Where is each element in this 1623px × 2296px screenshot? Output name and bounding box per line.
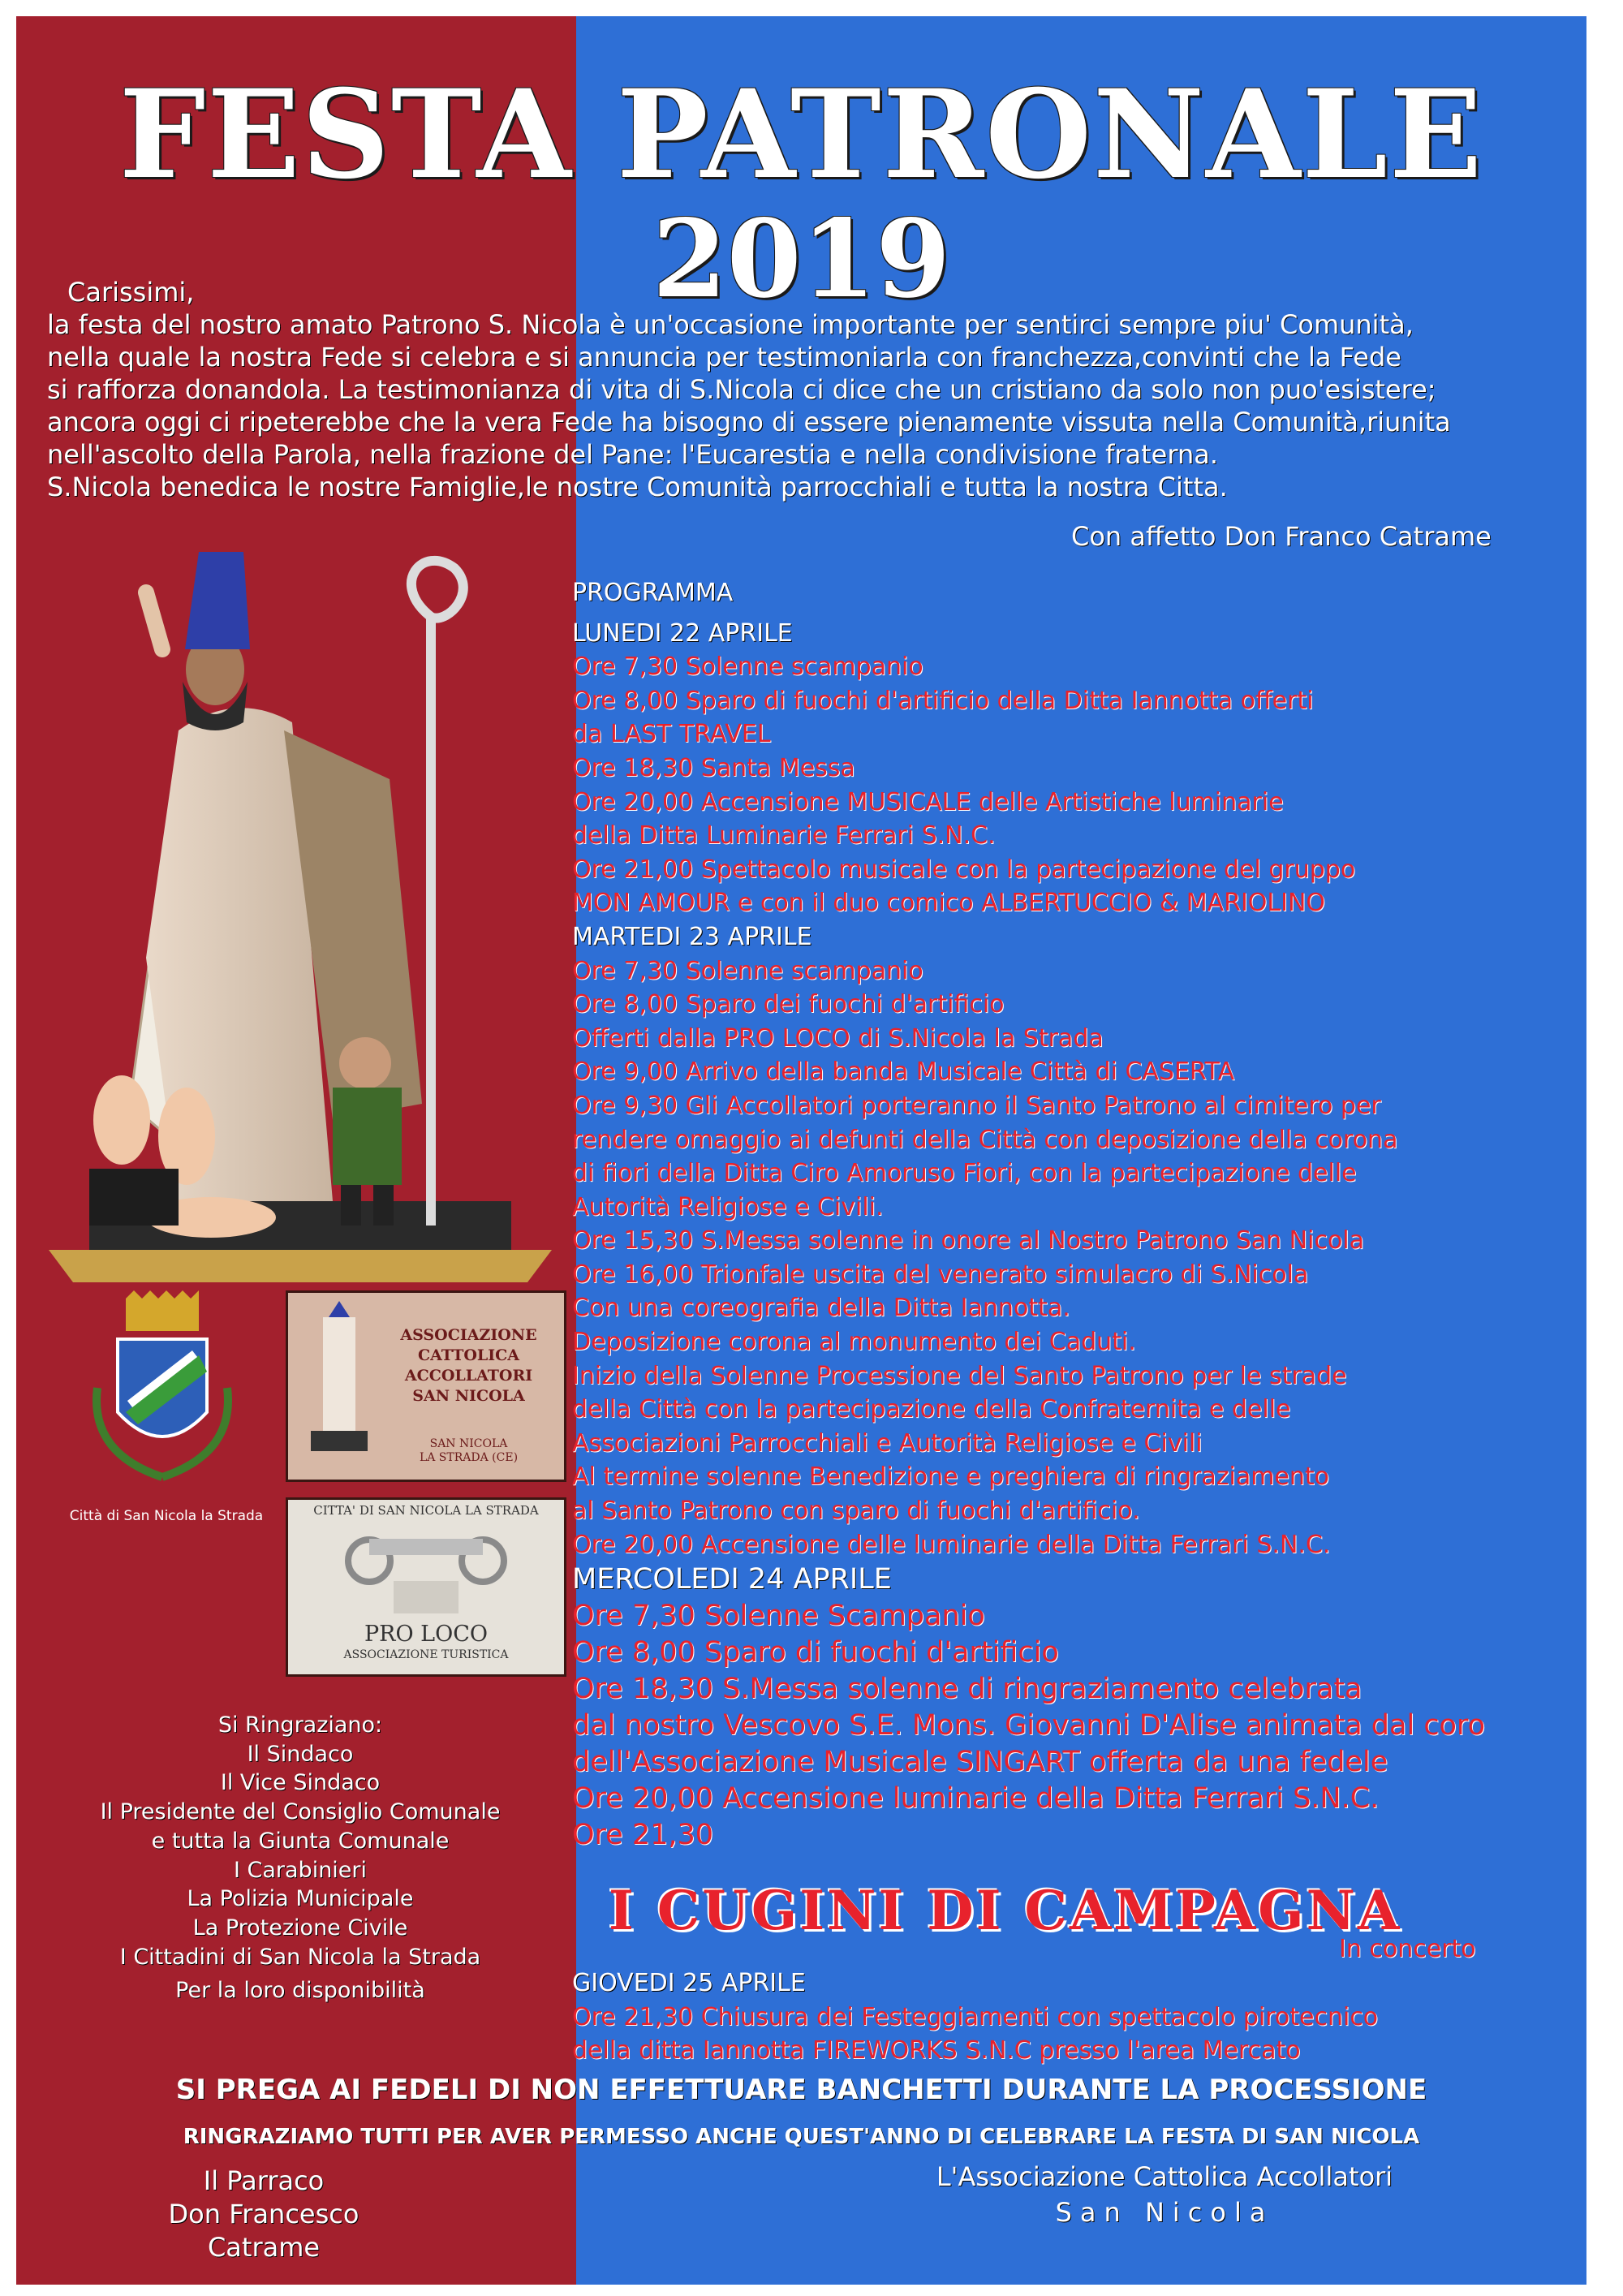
letter-line: si rafforza donandola. La testimonianza di vita di S.Nicola ci dice che un cristiano da solo non puo'esistere; (47, 374, 1436, 405)
program-heading: PROGRAMMA (572, 579, 734, 607)
day-label: GIOVEDI 25 APRILE (572, 1969, 806, 1997)
thanks-item: e tutta la Giunta Comunale (151, 1828, 450, 1854)
thanks-item: La Protezione Civile (192, 1915, 408, 1941)
program-item: Con una coreografia della Ditta Iannotta. (572, 1294, 1070, 1323)
saint-statue-image (41, 536, 560, 1299)
priest-role: Il Parraco (203, 2165, 325, 2196)
letter-line: nella quale la nostra Fede si celebra e si annuncia per testimoniarla con franchezza,convinti che la Fede (47, 342, 1401, 373)
program-item: dal nostro Vescovo S.E. Mons. Giovanni D'Alise animata dal coro (572, 1709, 1486, 1742)
program-item: dell'Associazione Musicale SINGART offerta da una fedele (572, 1746, 1388, 1779)
priest-name: Don Francesco Catrame (168, 2199, 359, 2263)
thanks-item: Il Presidente del Consiglio Comunale (100, 1799, 501, 1825)
pastor-letter (47, 276, 1573, 503)
program-item: Ore 8,00 Sparo dei fuochi d'artificio (572, 990, 1005, 1019)
thanks-item: La Polizia Municipale (187, 1886, 414, 1912)
poster-year: 2019 (652, 196, 951, 322)
thanks-item: Per la loro disponibilità (175, 1978, 425, 2004)
program-item: Ore 7,30 Solenne scampanio (572, 956, 923, 985)
event-program (572, 576, 1586, 1854)
day-label: LUNEDI 22 APRILE (572, 618, 793, 648)
city-crest-icon (81, 1290, 243, 1493)
association-line: ASSOCIAZIONE (400, 1326, 537, 1344)
thanks-item: I Carabinieri (233, 1857, 368, 1883)
program-item: Autorità Religiose e Civili. (572, 1192, 884, 1221)
program-item: Ore 9,00 Arrivo della banda Musicale Città di CASERTA (572, 1058, 1235, 1087)
letter-line: nell'ascolto della Parola, nella frazione del Pane: l'Eucarestia e nella condivisione fraterna. (47, 439, 1219, 470)
program-item: di fiori della Ditta Ciro Amoruso Fiori, con la partecipazione delle (572, 1159, 1357, 1188)
thanks-item: Il Sindaco (247, 1741, 354, 1767)
program-item: Ore 20,00 Accensione luminarie della Ditta Ferrari S.N.C. (572, 1782, 1380, 1816)
event-program-day4 (572, 1966, 1586, 2068)
program-item: Ore 8,00 Sparo di fuochi d'artificio (572, 1636, 1059, 1669)
procession-notice: SI PREGA AI FEDELI DI NON EFFETTUARE BANCHETTI DURANTE LA PROCESSIONE (175, 2074, 1427, 2106)
letter-line: S.Nicola benedica le nostre Famiglie,le nostre Comunità parrocchiali e tutta la nostra Citta. (47, 472, 1228, 502)
concert-note: In concerto (1339, 1935, 1476, 1963)
gratitude-line: RINGRAZIAMO TUTTI PER AVER PERMESSO ANCHE QUEST'ANNO DI CELEBRARE LA FESTA DI SAN NICOLA (183, 2125, 1420, 2149)
program-item: Ore 9,30 Gli Accollatori porteranno il Santo Patrono al cimitero per (572, 1091, 1381, 1120)
thanks-item: Il Vice Sindaco (220, 1770, 381, 1796)
program-item: Deposizione corona al monumento dei Caduti. (572, 1328, 1136, 1357)
program-item: Ore 21,30 (572, 1819, 714, 1852)
association-sub: SAN NICOLA (429, 1437, 508, 1450)
program-item: Offerti dalla PRO LOCO di S.Nicola la Strada (572, 1023, 1104, 1053)
program-item: della Città con la partecipazione della Confraternita e delle (572, 1395, 1291, 1424)
program-item: Ore 18,30 Santa Messa (572, 753, 855, 782)
day-label: MERCOLEDI 24 APRILE (572, 1563, 892, 1596)
proloco-city: CITTA' DI SAN NICOLA LA STRADA (313, 1503, 539, 1518)
association-sub: LA STRADA (CE) (419, 1451, 519, 1464)
program-item: al Santo Patrono con sparo di fuochi d'artificio. (572, 1497, 1140, 1526)
program-item: Ore 20,00 Accensione MUSICALE delle Artistiche luminarie (572, 787, 1284, 816)
thanks-list (49, 1711, 552, 2005)
association-org: L'Associazione Cattolica Accollatori (936, 2161, 1393, 2192)
program-item: Ore 16,00 Trionfale uscita del venerato simulacro di S.Nicola (572, 1260, 1309, 1289)
thanks-item: I Cittadini di San Nicola la Strada (119, 1944, 481, 1970)
program-item: Associazioni Parrocchiali e Autorità Religiose e Civili (572, 1428, 1203, 1458)
program-item: Ore 7,30 Solenne scampanio (572, 653, 923, 682)
program-item: Ore 21,30 Chiusura dei Festeggiamenti con spettacolo pirotecnico (572, 2002, 1379, 2031)
program-item: della Ditta Luminarie Ferrari S.N.C. (572, 821, 996, 851)
proloco-column-image (286, 1497, 566, 1677)
program-item: MON AMOUR e con il duo comico ALBERTUCCIO & MARIOLINO (572, 889, 1326, 918)
letter-greeting: Carissimi, (67, 277, 195, 308)
poster (16, 16, 1586, 2285)
association-line: CATTOLICA (417, 1346, 520, 1364)
program-item: Ore 15,30 S.Messa solenne in onore al Nostro Patrono San Nicola (572, 1226, 1365, 1256)
proloco-subtitle: ASSOCIAZIONE TURISTICA (343, 1648, 509, 1661)
concert-band-name: I CUGINI DI CAMPAGNA (609, 1879, 1402, 1942)
program-item: Ore 18,30 S.Messa solenne di ringraziamento celebrata (572, 1673, 1363, 1706)
program-item: da LAST TRAVEL (572, 720, 771, 749)
parish-priest-signature (114, 2165, 414, 2264)
program-item: della ditta Iannotta FIREWORKS S.N.C presso l'area Mercato (572, 2036, 1301, 2066)
association-name: San Nicola (1055, 2197, 1274, 2228)
city-crest-label: Città di San Nicola la Strada (69, 1508, 264, 1524)
program-item: Ore 20,00 Accensione delle luminarie della Ditta Ferrari S.N.C. (572, 1530, 1331, 1559)
program-item: Ore 7,30 Solenne Scampanio (572, 1600, 985, 1633)
day-label: MARTEDI 23 APRILE (572, 922, 812, 951)
association-line: SAN NICOLA (412, 1387, 525, 1405)
program-item: Ore 8,00 Sparo di fuochi d'artificio della Ditta Iannotta offerti (572, 686, 1314, 715)
program-item: Ore 21,00 Spettacolo musicale con la partecipazione del gruppo (572, 855, 1356, 884)
proloco-name: PRO LOCO (364, 1622, 489, 1647)
association-line: ACCOLLATORI (404, 1367, 533, 1385)
program-item: rendere omaggio ai defunti della Città con deposizione della corona (572, 1125, 1398, 1154)
program-item: Inizio della Solenne Processione del Santo Patrono per le strade (572, 1361, 1347, 1390)
letter-line: ancora oggi ci ripeterebbe che la vera Fede ha bisogno di essere pienamente vissuta nella Comunità,riunita (47, 407, 1451, 437)
program-item: Al termine solenne Benedizione e preghiera di ringraziamento (572, 1462, 1330, 1492)
thanks-heading: Si Ringraziano: (217, 1712, 383, 1738)
association-badge-image (286, 1290, 566, 1482)
letter-line: la festa del nostro amato Patrono S. Nicola è un'occasione importante per sentirci sempre piu' Comunità, (47, 309, 1414, 340)
association-signature (921, 2159, 1408, 2230)
poster-title: FESTA PATRONALE (118, 63, 1484, 206)
letter-signature: Con affetto Don Franco Catrame (1071, 521, 1492, 552)
